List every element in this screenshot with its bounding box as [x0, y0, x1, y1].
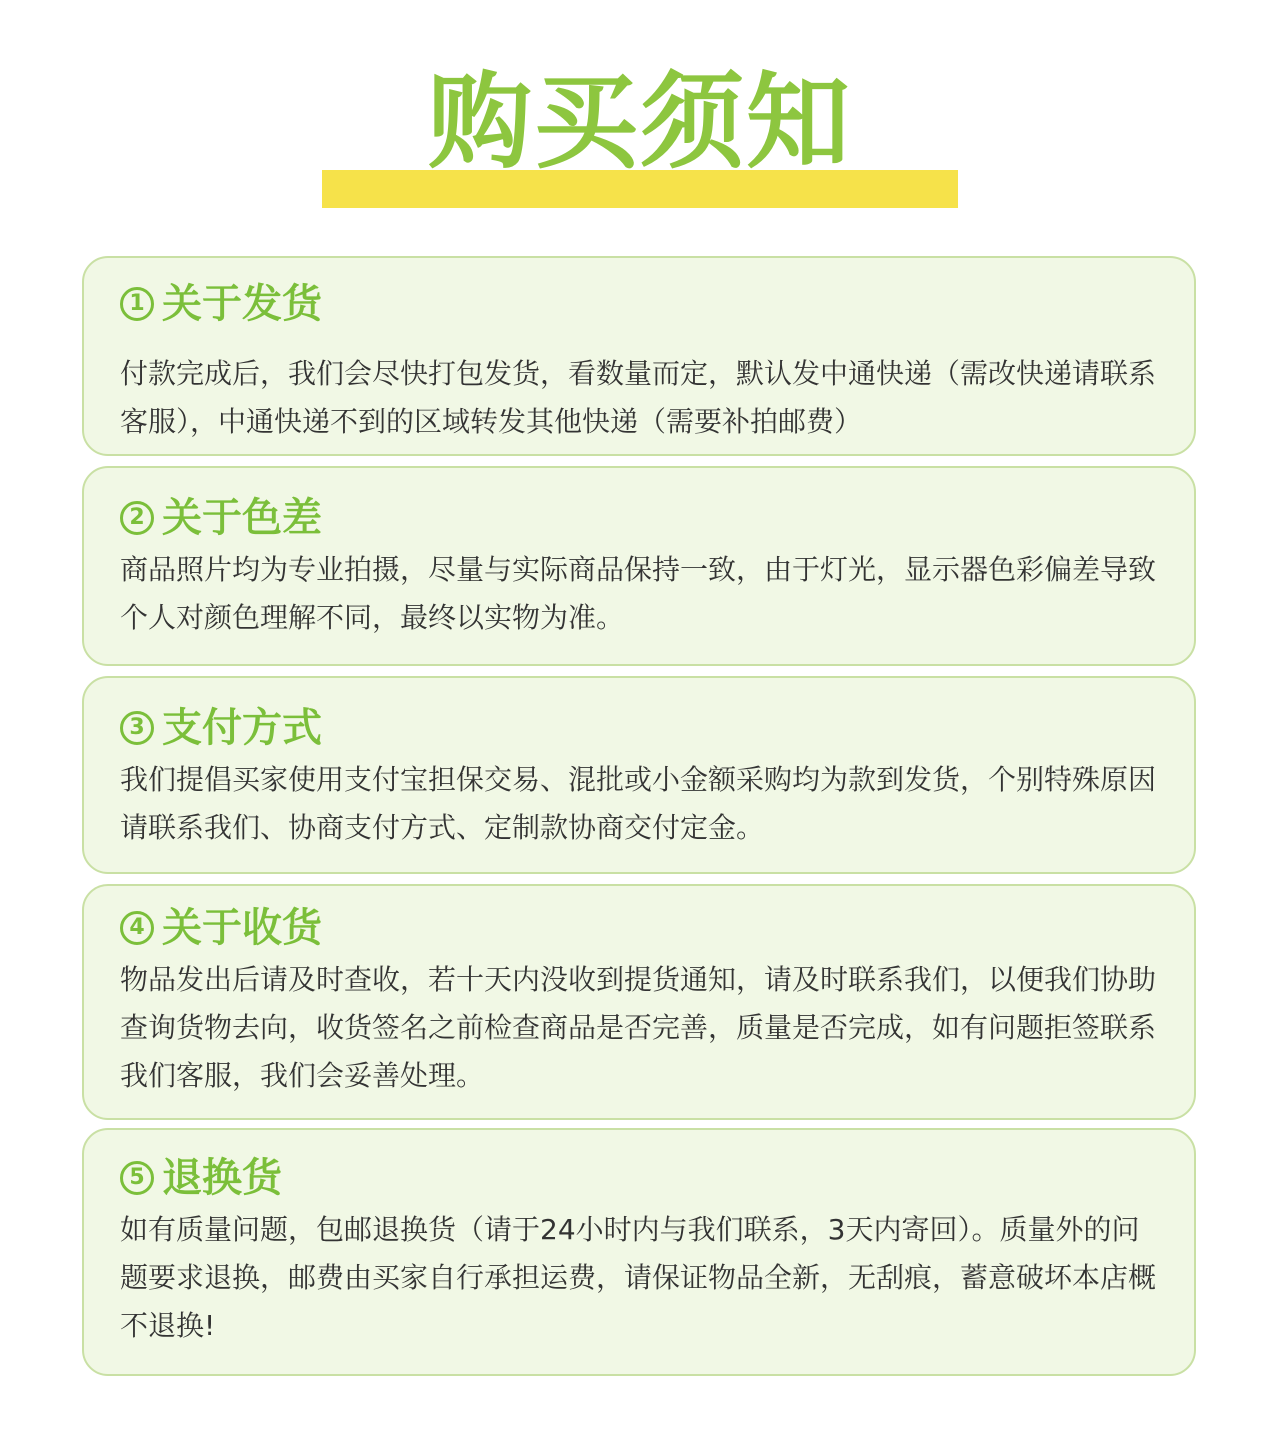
notice-card-returns — [82, 1128, 1196, 1376]
notice-card-shipping — [82, 256, 1196, 456]
notice-card-receiving — [82, 884, 1196, 1120]
section-body: 付款完成后，我们会尽快打包发货，看数量而定，默认发中通快递（需改快递请联系客服），中通快递不到的区域转发其他快递（需要补拍邮费） — [120, 357, 1157, 438]
section-title: 关于收货 — [162, 905, 322, 951]
circled-number-one-icon: 1 — [120, 287, 154, 321]
section-heading — [120, 490, 1166, 546]
section-heading — [120, 276, 1166, 332]
circled-number-two-icon: 2 — [120, 501, 154, 535]
section-body: 商品照片均为专业拍摄，尽量与实际商品保持一致，由于灯光，显示器色彩偏差导致个人对颜色理解不同，最终以实物为准。 — [120, 553, 1157, 634]
circled-number-four-icon: 4 — [120, 911, 154, 945]
section-title: 退换货 — [162, 1155, 282, 1201]
notice-card-payment-method — [82, 676, 1196, 874]
section-body: 我们提倡买家使用支付宝担保交易、混批或小金额采购均为款到发货，个别特殊原因请联系我们、协商支付方式、定制款协商交付定金。 — [120, 763, 1157, 844]
section-title: 关于发货 — [162, 281, 322, 327]
section-title: 支付方式 — [162, 705, 322, 751]
section-heading — [120, 700, 1166, 756]
notice-card-color-difference — [82, 466, 1196, 666]
section-heading — [120, 900, 1166, 956]
section-body: 如有质量问题，包邮退换货（请于24小时内与我们联系，3天内寄回）。质量外的问题要求退换，邮费由买家自行承担运费，请保证物品全新，无刮痕，蓄意破坏本店概不退换! — [120, 1213, 1157, 1342]
section-heading — [120, 1150, 1166, 1206]
circled-number-five-icon: 5 — [120, 1161, 154, 1195]
page-title: 购买须知 — [427, 61, 852, 183]
section-title: 关于色差 — [162, 495, 322, 541]
section-body: 物品发出后请及时查收，若十天内没收到提货通知，请及时联系我们，以便我们协助查询货物去向，收货签名之前检查商品是否完善，质量是否完成，如有问题拒签联系我们客服，我们会妥善处理。 — [120, 963, 1157, 1092]
circled-number-three-icon: 3 — [120, 711, 154, 745]
page-header — [0, 0, 1280, 220]
